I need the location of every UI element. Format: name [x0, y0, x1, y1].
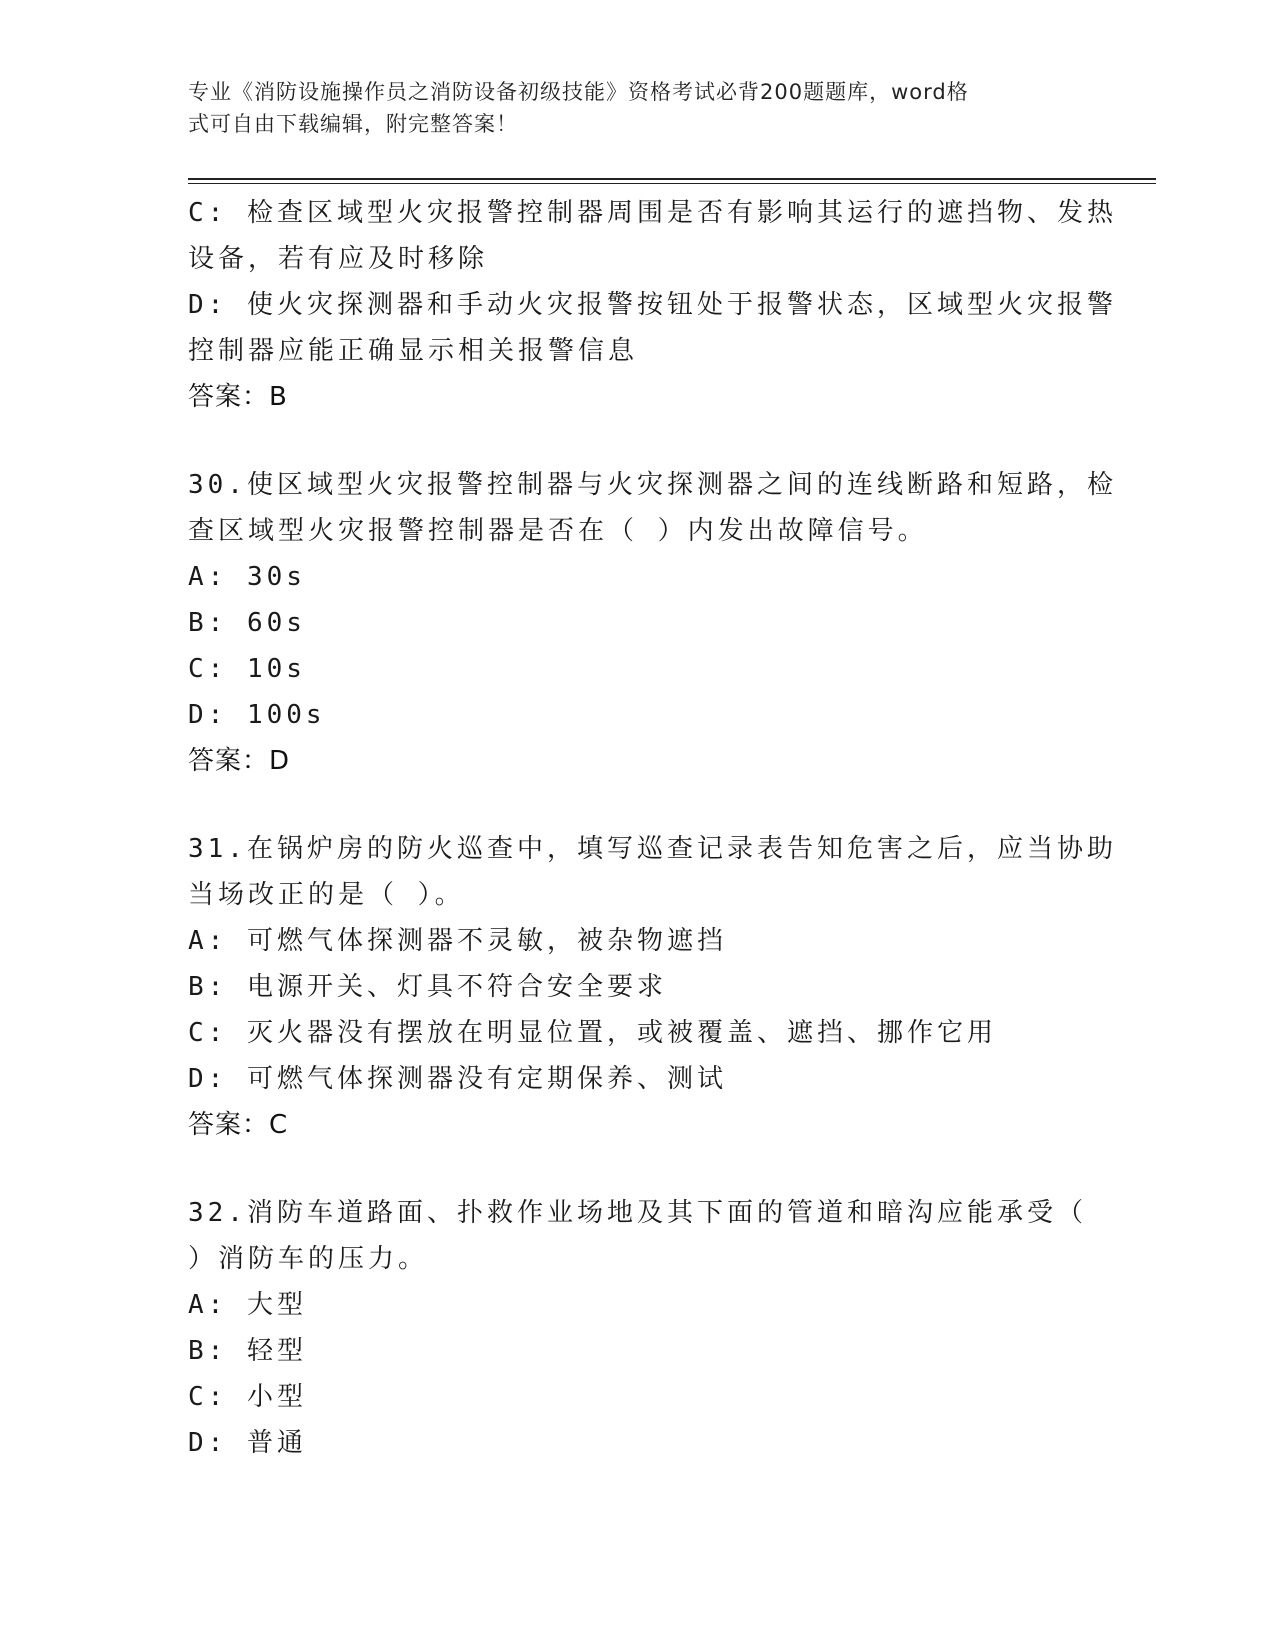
option-c: C: 10s: [188, 654, 306, 684]
question-29-tail: [188, 190, 1117, 420]
option-c: C: 小型: [188, 1382, 307, 1412]
answer-line: 答案：D: [188, 746, 291, 776]
question-content: [188, 190, 1117, 1466]
option-a: A: 30s: [188, 562, 306, 592]
header-divider-thick: [188, 178, 1156, 180]
question-spacer: [188, 420, 1068, 462]
question-30: [188, 462, 1117, 784]
option-c: C: 灭火器没有摆放在明显位置，或被覆盖、遮挡、挪作它用: [188, 1018, 997, 1048]
question-31: [188, 826, 1117, 1148]
option-b: B: 轻型: [188, 1336, 307, 1366]
option-a: A: 大型: [188, 1290, 307, 1320]
question-stem-line-1: 32.消防车道路面、扑救作业场地及其下面的管道和暗沟应能承受（: [188, 1198, 1087, 1228]
option-d: D: 普通: [188, 1428, 307, 1458]
question-spacer: [188, 1148, 1068, 1190]
question-stem-line-2: 查区域型火灾报警控制器是否在（ ）内发出故障信号。: [188, 516, 928, 546]
option-d-line-1: D: 使火灾探测器和手动火灾报警按钮处于报警状态，区域型火灾报警: [188, 290, 1117, 320]
header-title-line-2: 式可自由下载编辑，附完整答案！: [188, 112, 518, 136]
option-d: D: 可燃气体探测器没有定期保养、测试: [188, 1064, 727, 1094]
question-spacer: [188, 784, 1068, 826]
question-stem-line-1: 30.使区域型火灾报警控制器与火灾探测器之间的连线断路和短路，检: [188, 470, 1117, 500]
option-d-line-2: 控制器应能正确显示相关报警信息: [188, 336, 639, 366]
option-c-line-2: 设备，若有应及时移除: [188, 244, 489, 274]
header-title-line-1: 专业《消防设施操作员之消防设备初级技能》资格考试必背200题题库，word格: [188, 80, 969, 104]
header-divider-thin: [188, 183, 1156, 184]
option-a: A: 可燃气体探测器不灵敏，被杂物遮挡: [188, 926, 727, 956]
option-c-line-1: C: 检查区域型火灾报警控制器周围是否有影响其运行的遮挡物、发热: [188, 198, 1117, 228]
option-b: B: 60s: [188, 608, 306, 638]
question-32: [188, 1190, 1087, 1466]
option-b: B: 电源开关、灯具不符合安全要求: [188, 972, 667, 1002]
question-stem-line-2: ）消防车的压力。: [188, 1244, 429, 1274]
option-d: D: 100s: [188, 700, 326, 730]
question-stem-line-2: 当场改正的是（ ）。: [188, 880, 465, 910]
document-header: [188, 76, 1068, 140]
answer-line: 答案：B: [188, 382, 288, 412]
question-stem-line-1: 31.在锅炉房的防火巡查中，填写巡查记录表告知危害之后，应当协助: [188, 834, 1117, 864]
answer-line: 答案：C: [188, 1110, 289, 1140]
